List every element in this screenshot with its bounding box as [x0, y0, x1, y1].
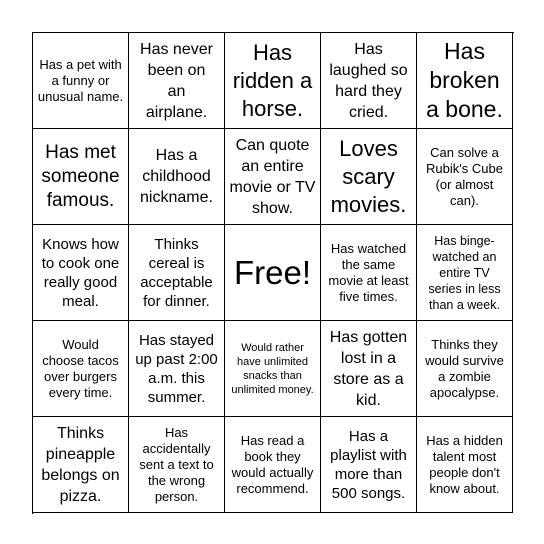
cell-text: Thinks cereal is acceptable for dinner.	[140, 235, 213, 310]
bingo-cell[interactable]	[129, 129, 225, 225]
cell-text: Has a hidden talent most people don't know about.	[426, 432, 503, 496]
bingo-cell[interactable]	[321, 321, 417, 417]
bingo-cell[interactable]	[225, 321, 321, 417]
cell-text: Has met someone famous.	[41, 141, 120, 211]
bingo-cell[interactable]	[33, 321, 129, 417]
cell-text: Has ridden a horse.	[232, 39, 313, 121]
cell-text: Has watched the same movie at least five times.	[328, 240, 409, 304]
cell-text: Has a pet with a funny or unusual name.	[37, 56, 124, 104]
bingo-cell[interactable]	[417, 33, 513, 129]
bingo-cell[interactable]	[417, 321, 513, 417]
cell-text: Thinks pineapple belongs on pizza.	[41, 424, 120, 505]
cell-text: Has stayed up past 2:00 a.m. this summer.	[135, 331, 218, 406]
cell-text: Has read a book they would actually recommend.	[231, 432, 314, 496]
cell-text: Can solve a Rubik's Cube (or almost can).	[426, 144, 503, 208]
cell-text: Knows how to cook one really good meal.	[41, 235, 120, 310]
bingo-cell[interactable]	[321, 129, 417, 225]
bingo-cell[interactable]	[417, 417, 513, 513]
bingo-cell[interactable]	[33, 33, 129, 129]
cell-text: Can quote an entire movie or TV show.	[229, 136, 316, 217]
bingo-cell[interactable]	[33, 225, 129, 321]
bingo-board	[32, 32, 514, 514]
cell-text: Has never been on an airplane.	[140, 40, 213, 121]
cell-text: Would choose tacos over burgers every time.	[42, 336, 119, 400]
bingo-cell[interactable]	[129, 417, 225, 513]
bingo-cell[interactable]	[225, 417, 321, 513]
cell-text: Has accidentally sent a text to the wrong person.	[139, 424, 214, 504]
bingo-cell[interactable]	[129, 33, 225, 129]
cell-text: Has laughed so hard they cried.	[329, 40, 408, 121]
bingo-cell[interactable]	[321, 225, 417, 321]
free-space-text: Free!	[233, 253, 312, 291]
bingo-cell[interactable]	[417, 225, 513, 321]
cell-text: Has a playlist with more than 500 songs.	[330, 427, 407, 502]
free-space-cell[interactable]	[225, 225, 321, 321]
cell-text: Has a childhood nickname.	[140, 147, 213, 206]
bingo-cell[interactable]	[225, 129, 321, 225]
bingo-cell[interactable]	[33, 129, 129, 225]
cell-text: Would rather have unlimited snacks than unlimited money.	[231, 341, 314, 396]
bingo-cell[interactable]	[33, 417, 129, 513]
cell-text: Has broken a bone.	[426, 38, 503, 122]
bingo-cell[interactable]	[129, 321, 225, 417]
bingo-cell[interactable]	[321, 417, 417, 513]
bingo-cell[interactable]	[417, 129, 513, 225]
cell-text: Loves scary movies.	[330, 135, 407, 217]
bingo-cell[interactable]	[225, 33, 321, 129]
cell-text: Has gotten lost in a store as a kid.	[329, 328, 408, 409]
cell-text: Thinks they would survive a zombie apocalypse.	[425, 336, 504, 400]
bingo-cell[interactable]	[129, 225, 225, 321]
bingo-cell[interactable]	[321, 33, 417, 129]
cell-text: Has binge-watched an entire TV series in less than a week.	[428, 233, 501, 312]
